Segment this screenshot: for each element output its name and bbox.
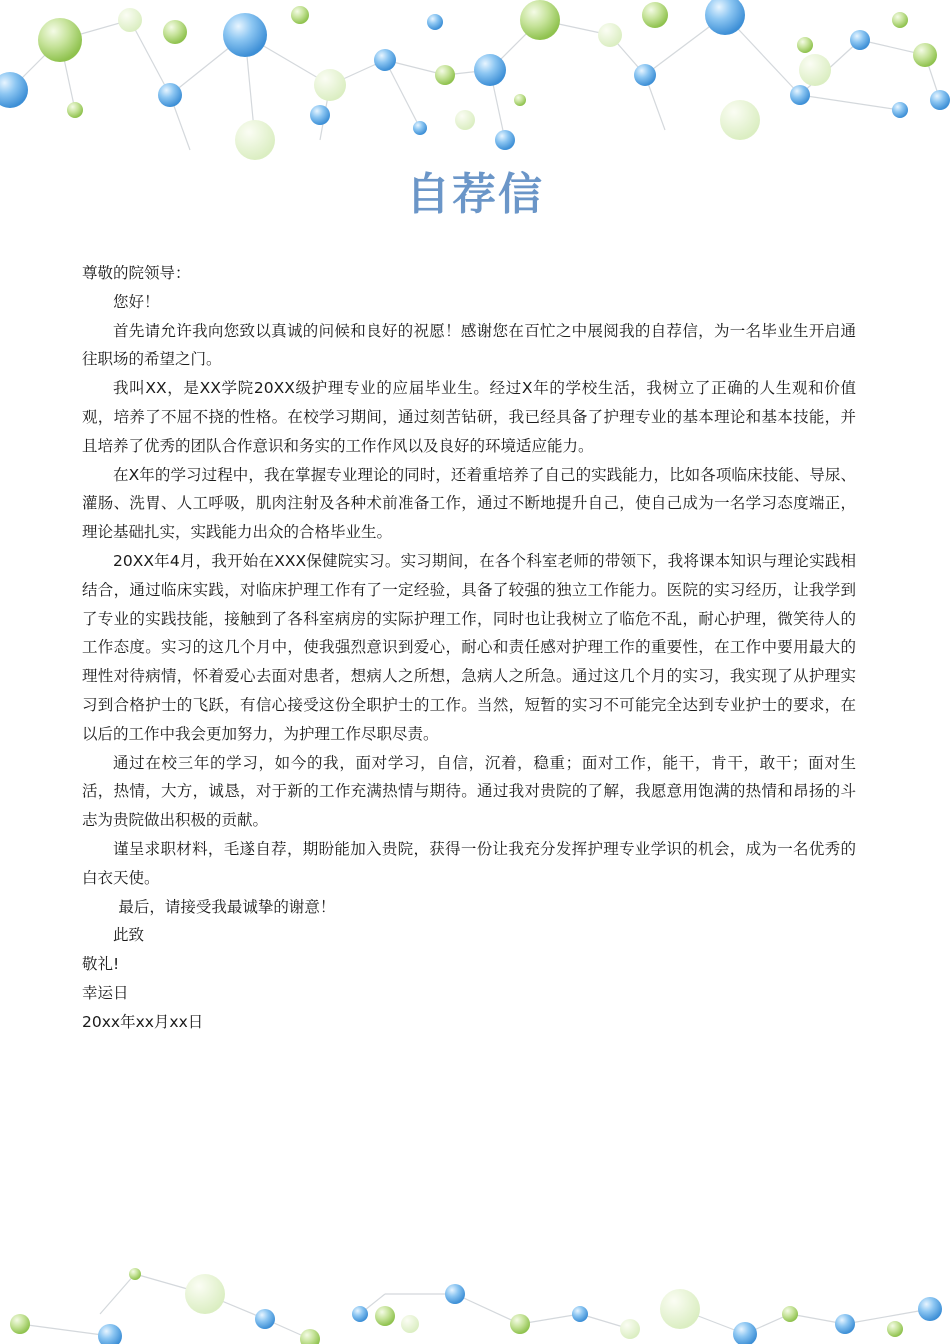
- closing-regards: 此致: [113, 926, 145, 945]
- paragraph-request: 谨呈求职材料，毛遂自荐，期盼能加入贵院，获得一份让我充分发挥护理专业学识的机会，成为一名优秀的白衣天使。: [82, 839, 856, 887]
- signature-name: 幸运日: [82, 983, 129, 1002]
- paragraph-attitude: 通过在校三年的学习，如今的我，面对学习，自信，沉着，稳重；面对工作，能干，肯干，敢干；面对生活，热情，大方，诚恳，对于新的工作充满热情与期待。通过我对贵院的了解，我愿意用饱满的热情和昂扬的斗志为贵院做出积极的贡献。: [82, 753, 856, 830]
- paragraph-intro: 首先请允许我向您致以真诚的问候和良好的祝愿！感谢您在百忙之中展阅我的自荐信，为一名毕业生开启通往职场的希望之门。: [82, 321, 856, 369]
- paragraph-skills: 在X年的学习过程中，我在掌握专业理论的同时，还着重培养了自己的实践能力，比如各项临床技能、导尿、灌肠、洗胃、人工呼吸，肌肉注射及各种术前准备工作，通过不断地提升自己，使自己成为一名学习态度端正，理论基础扎实，实践能力出众的合格毕业生。: [82, 465, 856, 542]
- signature-date: 20xx年xx月xx日: [82, 1012, 204, 1031]
- paragraph-background: 我叫XX，是XX学院20XX级护理专业的应届毕业生。经过X年的学校生活，我树立了正确的人生观和价值观，培养了不屈不挠的性格。在校学习期间，通过刻苦钻研，我已经具备了护理专业的基本理论和基本技能，并且培养了优秀的团队合作意识和务实的工作作风以及良好的环境适应能力。: [82, 379, 856, 455]
- molecule-network-decoration-bottom: [0, 1254, 950, 1344]
- molecule-network-decoration-top: [0, 0, 950, 160]
- salutation: 尊敬的院领导：: [82, 264, 191, 282]
- paragraph-internship: 20XX年4月，我开始在XXX保健院实习。实习期间，在各个科室老师的带领下，我将课本知识与理论实践相结合，通过临床实践，对临床护理工作有了一定经验，具备了较强的独立工作能力。医院的实习经历，让我学到了专业的实践技能，接触到了各科室病房的实际护理工作，同时也让我树立了临危不乱，耐心护理，微笑待人的工作态度。实习的这几个月中，使我强烈意识到爱心，耐心和责任感对护理工作的重要性，在工作中要用最大的理性对待病情，怀着爱心去面对患者，想病人之所想，急病人之所急。通过这几个月的实习，我实现了从护理实习到合格护士的飞跃，有信心接受这份全职护士的工作。当然，短暂的实习不可能完全达到专业护士的要求，在以后的工作中我会更加努力，为护理工作尽职尽责。: [82, 551, 856, 743]
- letter-body: [82, 259, 856, 1037]
- closing-thanks: 最后，请接受我最诚挚的谢意！: [118, 897, 336, 916]
- closing-salute: 敬礼!: [82, 955, 120, 974]
- greeting: 您好！: [113, 292, 160, 311]
- letter-title: 自荐信: [406, 169, 544, 220]
